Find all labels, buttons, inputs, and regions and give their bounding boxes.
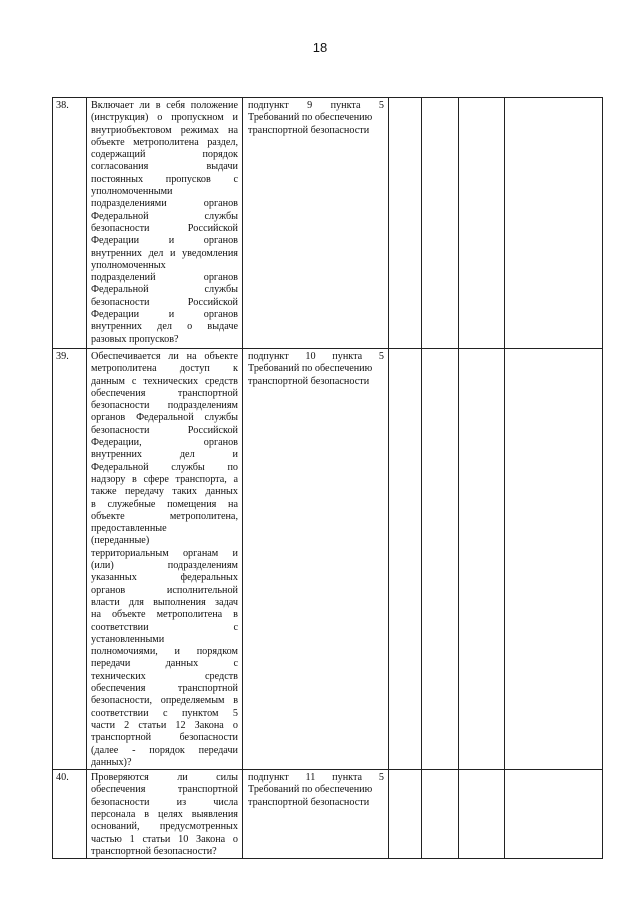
question-line: (переданные): [91, 535, 150, 547]
question-line: подразделений органов: [91, 272, 238, 284]
not-applicable-cell: [459, 349, 505, 770]
question-line: данных)?: [91, 756, 132, 768]
question-line: (далее - порядок передачи: [91, 744, 238, 756]
question-line: безопасности Российской: [91, 424, 238, 436]
question-cell: [87, 98, 243, 349]
note-cell: [505, 98, 603, 349]
question-line: в служебные помещения на: [91, 498, 238, 510]
question-line: Федеральной службы: [91, 284, 238, 296]
reference-line: транспортной безопасности: [248, 375, 370, 387]
question-line: безопасности, определяемым в: [91, 695, 238, 707]
question-line: Федерации и органов: [91, 235, 238, 247]
reference-line: транспортной безопасности: [248, 796, 370, 808]
checklist-table: [52, 97, 603, 859]
answer-no-cell: [422, 349, 459, 770]
question-line: обеспечения транспортной: [91, 784, 238, 796]
question-line: надзору в сфере транспорта, а: [91, 473, 238, 485]
question-line: части 2 статьи 12 Закона о: [91, 719, 238, 731]
question-line: (инструкция) о пропускном и: [91, 112, 238, 124]
table-row: [53, 98, 603, 349]
question-line: оснований, предусмотренных: [91, 821, 238, 833]
question-line: безопасности Российской: [91, 222, 238, 234]
requirement-reference-cell: [243, 349, 389, 770]
question-line: транспортной безопасности: [91, 732, 238, 744]
question-line: безопасности Российской: [91, 296, 238, 308]
question-line: Федерации, органов: [91, 437, 238, 449]
reference-line: транспортной безопасности: [248, 124, 370, 136]
reference-line: Требований по обеспечению: [248, 784, 373, 796]
table-row: [53, 349, 603, 770]
question-line: объекте метрополитена,: [91, 510, 238, 522]
question-line: согласования выдачи: [91, 161, 238, 173]
question-line: уполномоченными: [91, 186, 173, 198]
reference-line: Требований по обеспечению: [248, 112, 373, 124]
reference-line: подпункт 11 пункта 5: [248, 772, 384, 784]
question-line: соответствии с: [91, 621, 238, 633]
question-line: безопасности подразделениям: [91, 400, 238, 412]
question-line: Федеральной службы по: [91, 461, 238, 473]
question-line: объекте метрополитена раздел,: [91, 136, 238, 148]
question-line: внутренних дел и: [91, 449, 238, 461]
question-line: также передачу таких данных: [91, 486, 238, 498]
requirement-reference-cell: [243, 770, 389, 859]
question-line: власти для выполнения задач: [91, 596, 238, 608]
question-line: данным с технических средств: [91, 375, 238, 387]
question-line: Обеспечивается ли на объекте: [91, 351, 238, 362]
question-line: Федерации и органов: [91, 309, 238, 321]
question-line: безопасности из числа: [91, 796, 238, 808]
question-line: органов Федеральной службы: [91, 412, 238, 424]
answer-yes-cell: [389, 98, 422, 349]
question-line: внутренних дел о выдаче: [91, 321, 238, 333]
question-line: персонала в целях выявления: [91, 808, 238, 820]
row-number: 38.: [53, 98, 87, 349]
not-applicable-cell: [459, 770, 505, 859]
question-line: установленными: [91, 633, 165, 645]
question-line: внутриобъектовом режимах на: [91, 124, 238, 136]
question-line: подразделениями органов: [91, 198, 238, 210]
requirement-reference-cell: [243, 98, 389, 349]
question-line: (или) подразделениям: [91, 560, 238, 572]
question-cell: [87, 770, 243, 859]
question-line: органов исполнительной: [91, 584, 238, 596]
question-line: содержащий порядок: [91, 149, 238, 161]
question-line: предоставленные: [91, 523, 167, 535]
question-line: постоянных пропусков с: [91, 173, 238, 185]
answer-no-cell: [422, 98, 459, 349]
question-cell: [87, 349, 243, 770]
answer-yes-cell: [389, 349, 422, 770]
question-line: Федеральной службы: [91, 210, 238, 222]
reference-line: подпункт 9 пункта 5: [248, 100, 384, 111]
note-cell: [505, 770, 603, 859]
question-line: технических средств: [91, 670, 238, 682]
question-line: метрополитена доступ к: [91, 363, 238, 375]
row-number: 39.: [53, 349, 87, 770]
question-line: обеспечения транспортной: [91, 683, 238, 695]
reference-line: Требований по обеспечению: [248, 363, 373, 375]
answer-no-cell: [422, 770, 459, 859]
reference-line: подпункт 10 пункта 5: [248, 351, 384, 362]
answer-yes-cell: [389, 770, 422, 859]
question-line: частью 1 статьи 10 Закона о: [91, 833, 238, 845]
table-row: [53, 770, 603, 859]
question-line: разовых пропусков?: [91, 333, 179, 345]
question-line: на объекте метрополитена в: [91, 609, 238, 621]
question-line: уполномоченных: [91, 259, 166, 271]
question-line: соответствии с пунктом 5: [91, 707, 238, 719]
question-line: Проверяются ли силы: [91, 772, 238, 784]
question-line: передачи данных с: [91, 658, 238, 670]
question-line: территориальным органам и: [91, 547, 238, 559]
question-line: внутренних дел и уведомления: [91, 247, 238, 259]
question-line: полномочиями, и порядком: [91, 646, 238, 658]
question-line: обеспечения транспортной: [91, 387, 238, 399]
page-number: 18: [312, 40, 328, 55]
not-applicable-cell: [459, 98, 505, 349]
question-line: указанных федеральных: [91, 572, 238, 584]
question-line: транспортной безопасности?: [91, 845, 217, 857]
note-cell: [505, 349, 603, 770]
row-number: 40.: [53, 770, 87, 859]
question-line: Включает ли в себя положение: [91, 100, 238, 111]
